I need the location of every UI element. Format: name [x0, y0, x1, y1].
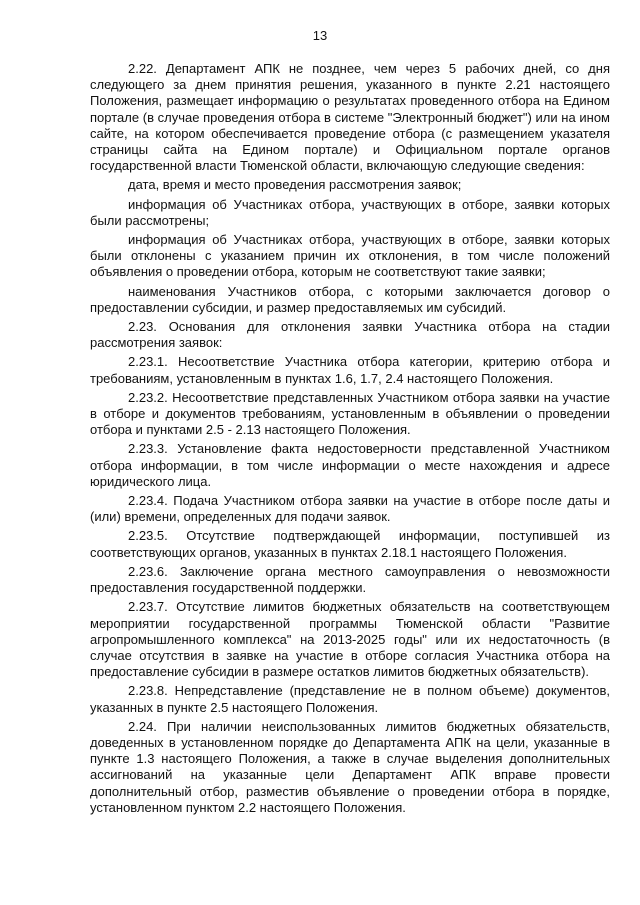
paragraph-2-23-5: 2.23.5. Отсутствие подтверждающей информации, поступившей из соответствующих органов, указанных в пунктах 2.18.1 настоящего Положения.	[90, 528, 610, 560]
paragraph-item-reviewed: информация об Участниках отбора, участвующих в отборе, заявки которых были рассмотрены;	[90, 196, 610, 228]
paragraph-2-23-6: 2.23.6. Заключение органа местного самоуправления о невозможности предоставления государственной поддержки.	[90, 563, 610, 596]
paragraph-item-rejected: информация об Участниках отбора, участвующих в отборе, заявки которых были отклонены с указанием причин их отклонения, в том числе положений объявления о проведении отбора, которым не соответствуют такие заявки;	[90, 232, 610, 280]
paragraph-2-23: 2.23. Основания для отклонения заявки Участника отбора на стадии рассмотрения заявок:	[90, 319, 610, 351]
paragraph-2-23-3: 2.23.3. Установление факта недостоверности представленной Участником отбора информации, в том числе информации о месте нахождения и адресе юридического лица.	[90, 441, 610, 489]
paragraph-2-23-7: 2.23.7. Отсутствие лимитов бюджетных обязательств на соответствующем мероприятии государственной программы Тюменской области "Развитие агропромышленного комплекса" на 2013-2025 годы" или их недостаточность (в случае отсутствия в заявке на участие в отборе согласия Участника отбора на предоставление субсидии в размере остатков лимитов бюджетных обязательств).	[90, 599, 610, 680]
paragraph-item-date: дата, время и место проведения рассмотрения заявок;	[128, 177, 462, 193]
paragraph-2-23-2: 2.23.2. Несоответствие представленных Участником отбора заявки на участие в отборе и документов требованиям, установленным в объявлении о проведении отбора и пунктами 2.5 - 2.13 настоящего Положения.	[90, 389, 610, 438]
document-body	[90, 61, 610, 819]
paragraph-item-names: наименования Участников отбора, с которыми заключается договор о предоставлении субсидии, и размер предоставляемых им субсидий.	[90, 283, 610, 315]
page-number: 13	[312, 28, 328, 43]
paragraph-2-24: 2.24. При наличии неиспользованных лимитов бюджетных обязательств, доведенных в установленном порядке до Департамента АПК на цели, указанные в пункте 1.3 настоящего Положения, а также в случае выделения дополнительных ассигнований на указанные цели Департамент АПК вправе провести дополнительный отбор, разместив объявление о проведении отбора в порядке, установленном пунктом 2.2 настоящего Положения.	[90, 718, 610, 815]
paragraph-2-23-4: 2.23.4. Подача Участником отбора заявки на участие в отборе после даты и (или) времени, определенных для подачи заявок.	[90, 493, 610, 525]
paragraph-2-23-8: 2.23.8. Непредставление (представление не в полном объеме) документов, указанных в пункте 2.5 настоящего Положения.	[90, 683, 610, 715]
paragraph-2-23-1: 2.23.1. Несоответствие Участника отбора категории, критерию отбора и требованиям, установленным в пунктах 1.6, 1.7, 2.4 настоящего Положения.	[90, 354, 610, 386]
paragraph-2-22: 2.22. Департамент АПК не позднее, чем через 5 рабочих дней, со дня следующего за днем принятия решения, указанного в пункте 2.21 настоящего Положения, размещает информацию о результатах проведенного отбора на Едином портале (в случае проведения отбора в системе "Электронный бюджет") или на ином сайте, на котором обеспечивается проведение отбора (с размещением указателя страницы сайта на Едином портале) и Официальном портале органов государственной власти Тюменской области, включающую следующие сведения:	[90, 61, 610, 174]
